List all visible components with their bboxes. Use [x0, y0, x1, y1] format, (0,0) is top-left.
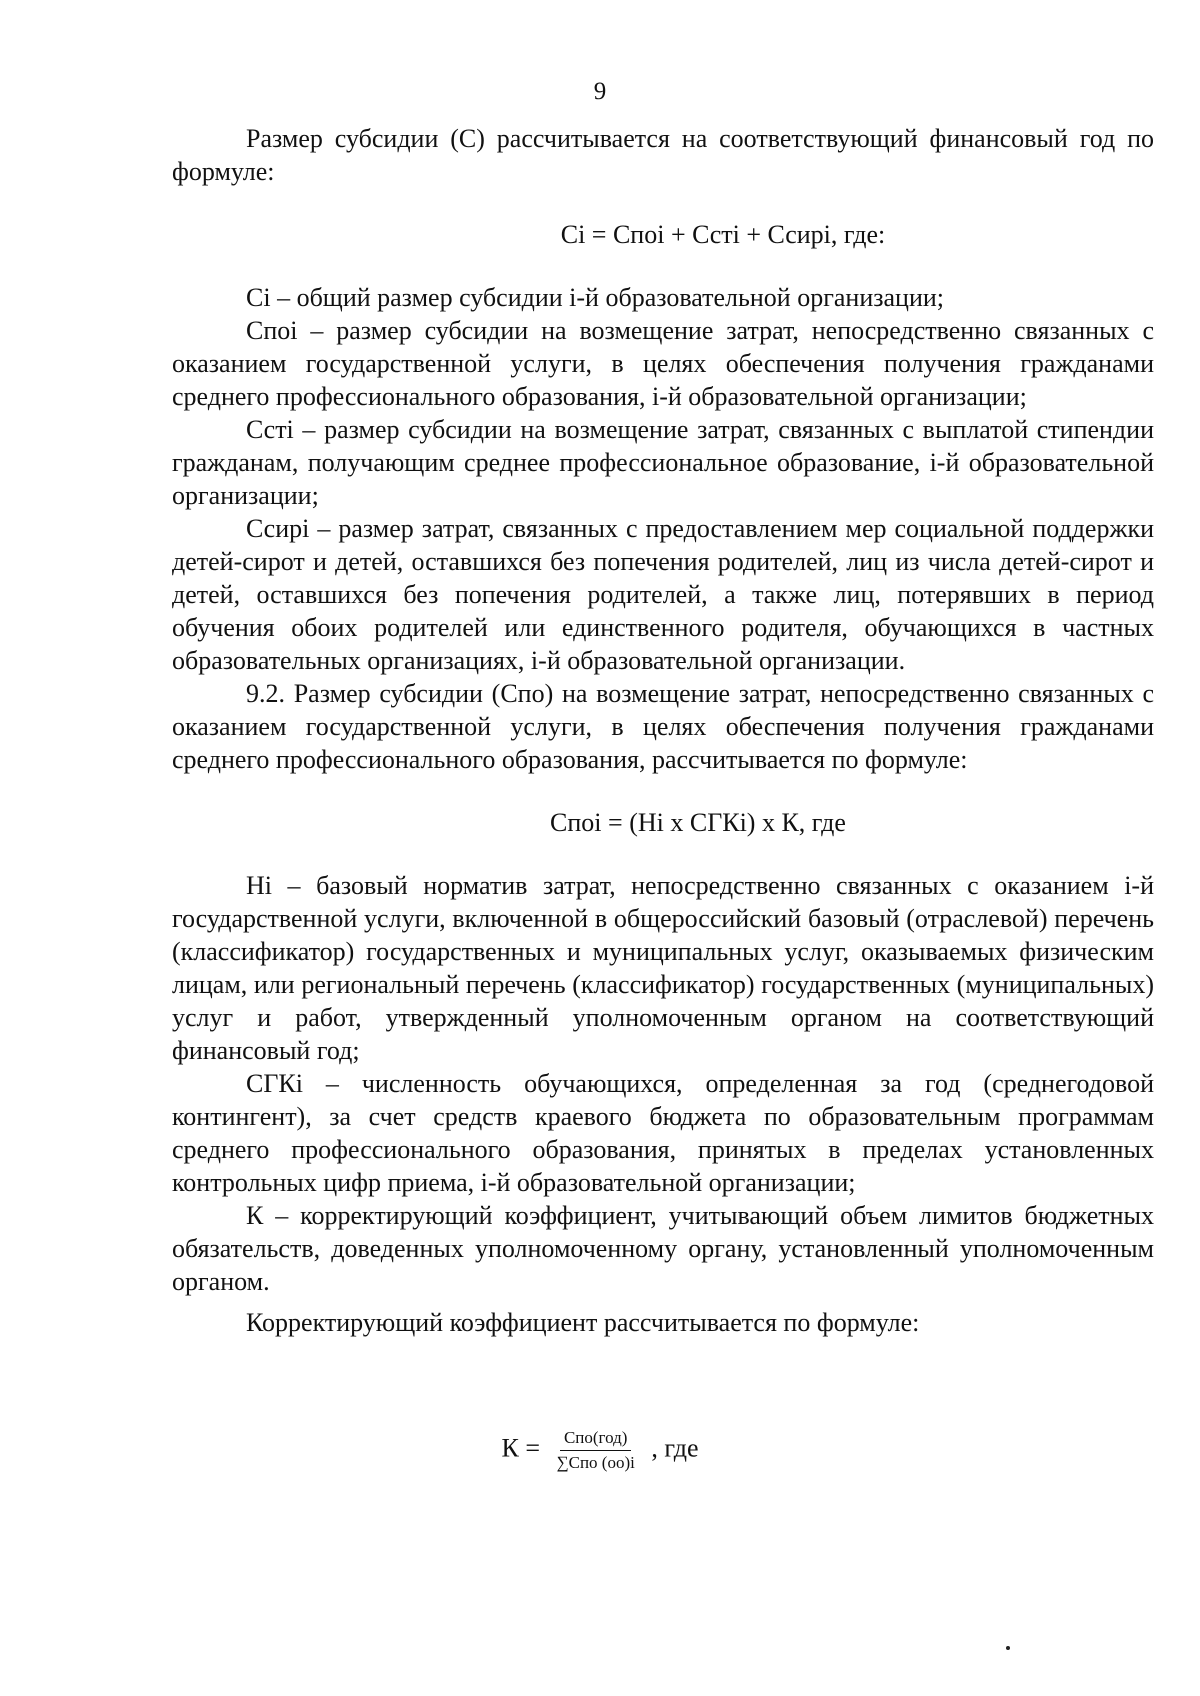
coefficient-intro: Корректирующий коэффициент рассчитывается по формуле:	[246, 1308, 920, 1337]
fraction-denominator: ∑Спо (оо)i	[556, 1453, 635, 1472]
body-text	[172, 122, 1154, 1339]
scan-dot	[1006, 1646, 1010, 1650]
formula-k-suffix: , где	[651, 1433, 699, 1463]
fraction-numerator: Спо(год)	[560, 1428, 631, 1451]
intro-paragraph: Размер субсидии (С) рассчитывается на соответствующий финансовый год по формуле:	[172, 124, 1154, 186]
definition-ssti: Сстi – размер субсидии на возмещение затрат, связанных с выплатой стипендии гражданам, получающим среднее профессиональное образование, i-й образовательной организации;	[172, 415, 1154, 510]
formula-k-lhs: К =	[501, 1433, 540, 1463]
section-9-2-paragraph: 9.2. Размер субсидии (Спо) на возмещение затрат, непосредственно связанных с оказанием государственной услуги, в целях обеспечения получения гражданами среднего профессионального образования, рассчитывается по формуле:	[172, 679, 1154, 774]
fraction	[553, 1428, 639, 1473]
definition-spoi: Споi – размер субсидии на возмещение затрат, непосредственно связанных с оказанием государственной услуги, в целях обеспечения получения гражданами среднего профессионального образования, i-й образовательной организации;	[172, 316, 1154, 411]
definition-k: К – корректирующий коэффициент, учитывающий объем лимитов бюджетных обязательств, доведенных уполномоченному органу, установленный уполномоченным органом.	[172, 1201, 1154, 1296]
formula-spo: Споi = (Нi х СГКi) х К, где	[550, 808, 846, 837]
definition-ni: Нi – базовый норматив затрат, непосредственно связанных с оказанием i-й государственной услуги, включенной в общероссийский базовый (отраслевой) перечень (классификатор) государственных и муниципальных услуг, оказываемых физическим лицам, или региональный перечень (классификатор) государственных (муниципальных) услуг и работ, утвержденный уполномоченным органом на соответствующий финансовый год;	[172, 871, 1154, 1065]
page-number: 9	[593, 78, 607, 105]
definition-ssiri: Ссирi – размер затрат, связанных с предоставлением мер социальной поддержки детей-сирот и детей, оставшихся без попечения родителей, лиц из числа детей-сирот и детей, оставшихся без попечения родителей, а также лиц, потерявших в период обучения обоих родителей или единственного родителя, обучающихся в частных образовательных организациях, i-й образовательной организации.	[172, 514, 1154, 675]
definition-sgki: СГКi – численность обучающихся, определенная за год (среднегодовой контингент), за счет средств краевого бюджета по образовательным программам среднего профессионального образования, принятых в пределах установленных контрольных цифр приема, i-й образовательной организации;	[172, 1069, 1154, 1197]
formula-subsidy-total: Сi = Споi + Сстi + Ссирi, где:	[560, 220, 886, 249]
definition-ci: Сi – общий размер субсидии i-й образовательной организации;	[246, 283, 945, 312]
formula-coefficient	[0, 1428, 1200, 1473]
